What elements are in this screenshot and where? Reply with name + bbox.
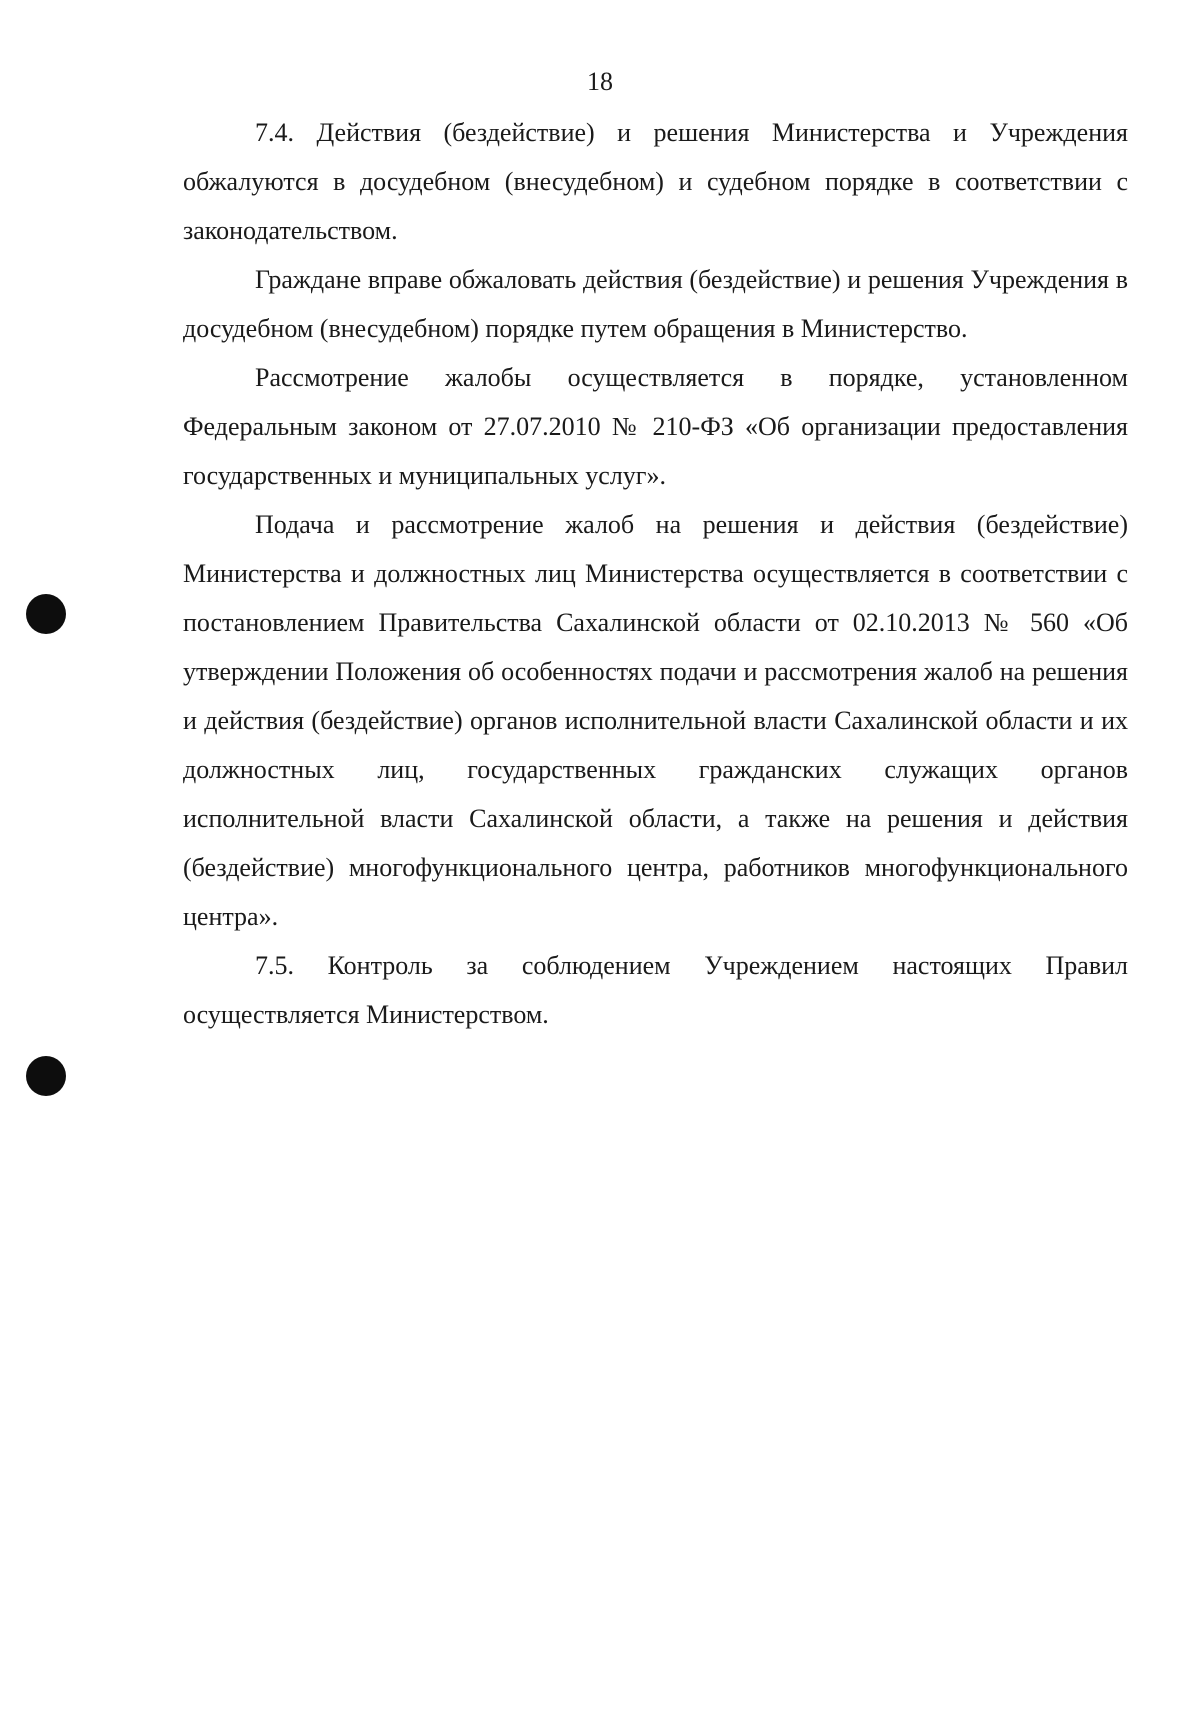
paragraph-complaint-review: Рассмотрение жалобы осуществляется в порядке, установленном Федеральным законом от 27.07.2010 № 210-ФЗ «Об организации предоставления государственных и муниципальных услуг». xyxy=(183,363,1128,490)
paragraph-complaint-filing: Подача и рассмотрение жалоб на решения и действия (бездействие) Министерства и должностных лиц Министерства осуществляется в соответствии с постановлением Правительства Сахалинской области от 02.10.2013 № 560 «Об утверждении Положения об особенностях подачи и рассмотрения жалоб на решения и действия (бездействие) органов исполнительной власти Сахалинской области и их должностных лиц, государственных гражданских служащих органов исполнительной власти Сахалинской области, а также на решения и действия (бездействие) многофункционального центра, работников многофункционального центра». xyxy=(183,510,1128,931)
hole-punch-mark xyxy=(26,1056,66,1096)
hole-punch-mark xyxy=(26,594,66,634)
paragraph-appeal-rights: Граждане вправе обжаловать действия (бездействие) и решения Учреждения в досудебном (внесудебном) порядке путем обращения в Министерство. xyxy=(183,265,1128,343)
page-number: 18 xyxy=(587,67,613,96)
paragraph-7-4: 7.4. Действия (бездействие) и решения Министерства и Учреждения обжалуются в досудебном (внесудебном) и судебном порядке в соответствии с законодательством. xyxy=(183,118,1128,245)
paragraph-7-5: 7.5. Контроль за соблюдением Учреждением настоящих Правил осуществляется Министерством. xyxy=(183,951,1128,1029)
document-body xyxy=(183,108,1128,1039)
